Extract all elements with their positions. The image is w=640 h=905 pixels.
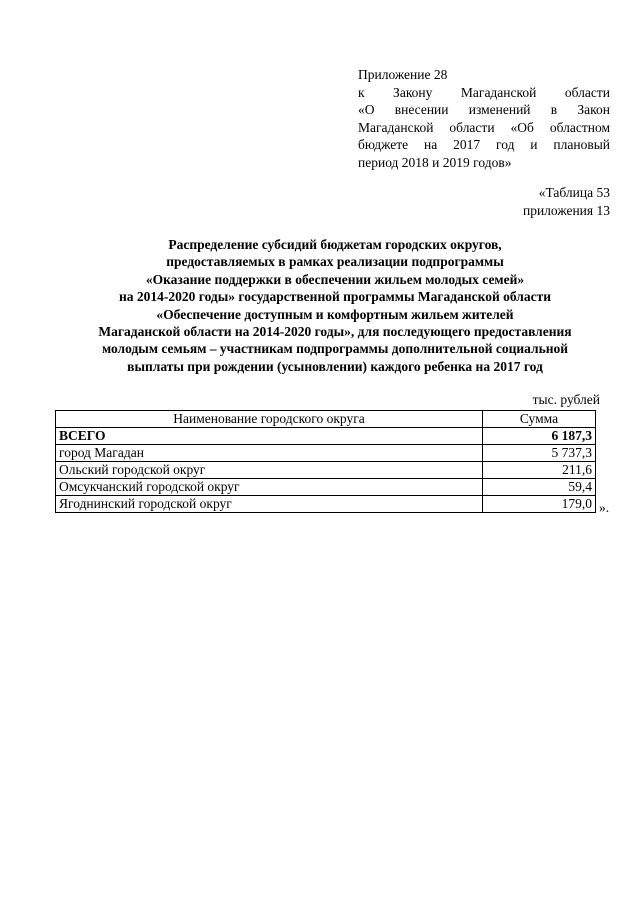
table-reference-line: приложения 13 xyxy=(522,202,610,218)
title-line: молодым семьям – участникам подпрограммы дополнительной социальной xyxy=(101,341,569,357)
table-row xyxy=(56,479,596,496)
total-sum: 6 187,3 xyxy=(483,428,596,445)
table-reference xyxy=(523,184,610,219)
title-line: Магаданской области на 2014-2020 годы», для последующего предоставления xyxy=(98,324,572,340)
district-name: Омсукчанский городской округ xyxy=(56,479,483,496)
appendix-line: к Закону Магаданской области xyxy=(358,84,610,100)
total-label: ВСЕГО xyxy=(56,428,483,445)
table-total-row xyxy=(56,428,596,445)
title-line: на 2014-2020 годы» государственной программы Магаданской области xyxy=(119,289,551,305)
title-line: Распределение субсидий бюджетам городских округов, xyxy=(168,237,502,252)
appendix-line: Магаданской области «Об областном xyxy=(358,119,610,135)
title-line: выплаты при рождении (усыновлении) каждого ребенка на 2017 год xyxy=(127,358,543,374)
appendix-line: «О внесении изменений в Закон xyxy=(358,102,610,117)
table-header-row xyxy=(56,411,596,428)
appendix-line: период 2018 и 2019 годов» xyxy=(358,154,512,170)
title-line: «Оказание поддержки в обеспечении жильем молодых семей» xyxy=(145,271,525,287)
closing-quote-mark: ». xyxy=(599,500,610,515)
appendix-line: Приложение 28 xyxy=(358,67,448,82)
table-row xyxy=(56,462,596,479)
column-header-sum: Сумма xyxy=(483,411,596,428)
district-name: Ольский городской округ xyxy=(56,462,483,479)
table-reference-line: «Таблица 53 xyxy=(538,185,610,200)
title-line: предоставляемых в рамках реализации подпрограммы xyxy=(166,254,504,270)
district-sum: 211,6 xyxy=(483,462,596,479)
appendix-header xyxy=(358,66,610,171)
table-row xyxy=(56,445,596,462)
document-title xyxy=(40,236,630,375)
table-row xyxy=(56,496,596,513)
district-sum: 5 737,3 xyxy=(483,445,596,462)
district-name: Ягоднинский городской округ xyxy=(56,496,483,513)
district-sum: 59,4 xyxy=(483,479,596,496)
title-line: «Обеспечение доступным и комфортным жильем жителей xyxy=(156,306,514,322)
units-label: тыс. рублей xyxy=(532,392,600,407)
subsidy-table xyxy=(55,410,596,513)
column-header-name: Наименование городского округа xyxy=(56,411,483,428)
district-name: город Магадан xyxy=(56,445,483,462)
district-sum: 179,0 xyxy=(483,496,596,513)
appendix-line: бюджете на 2017 год и плановый xyxy=(358,137,610,152)
